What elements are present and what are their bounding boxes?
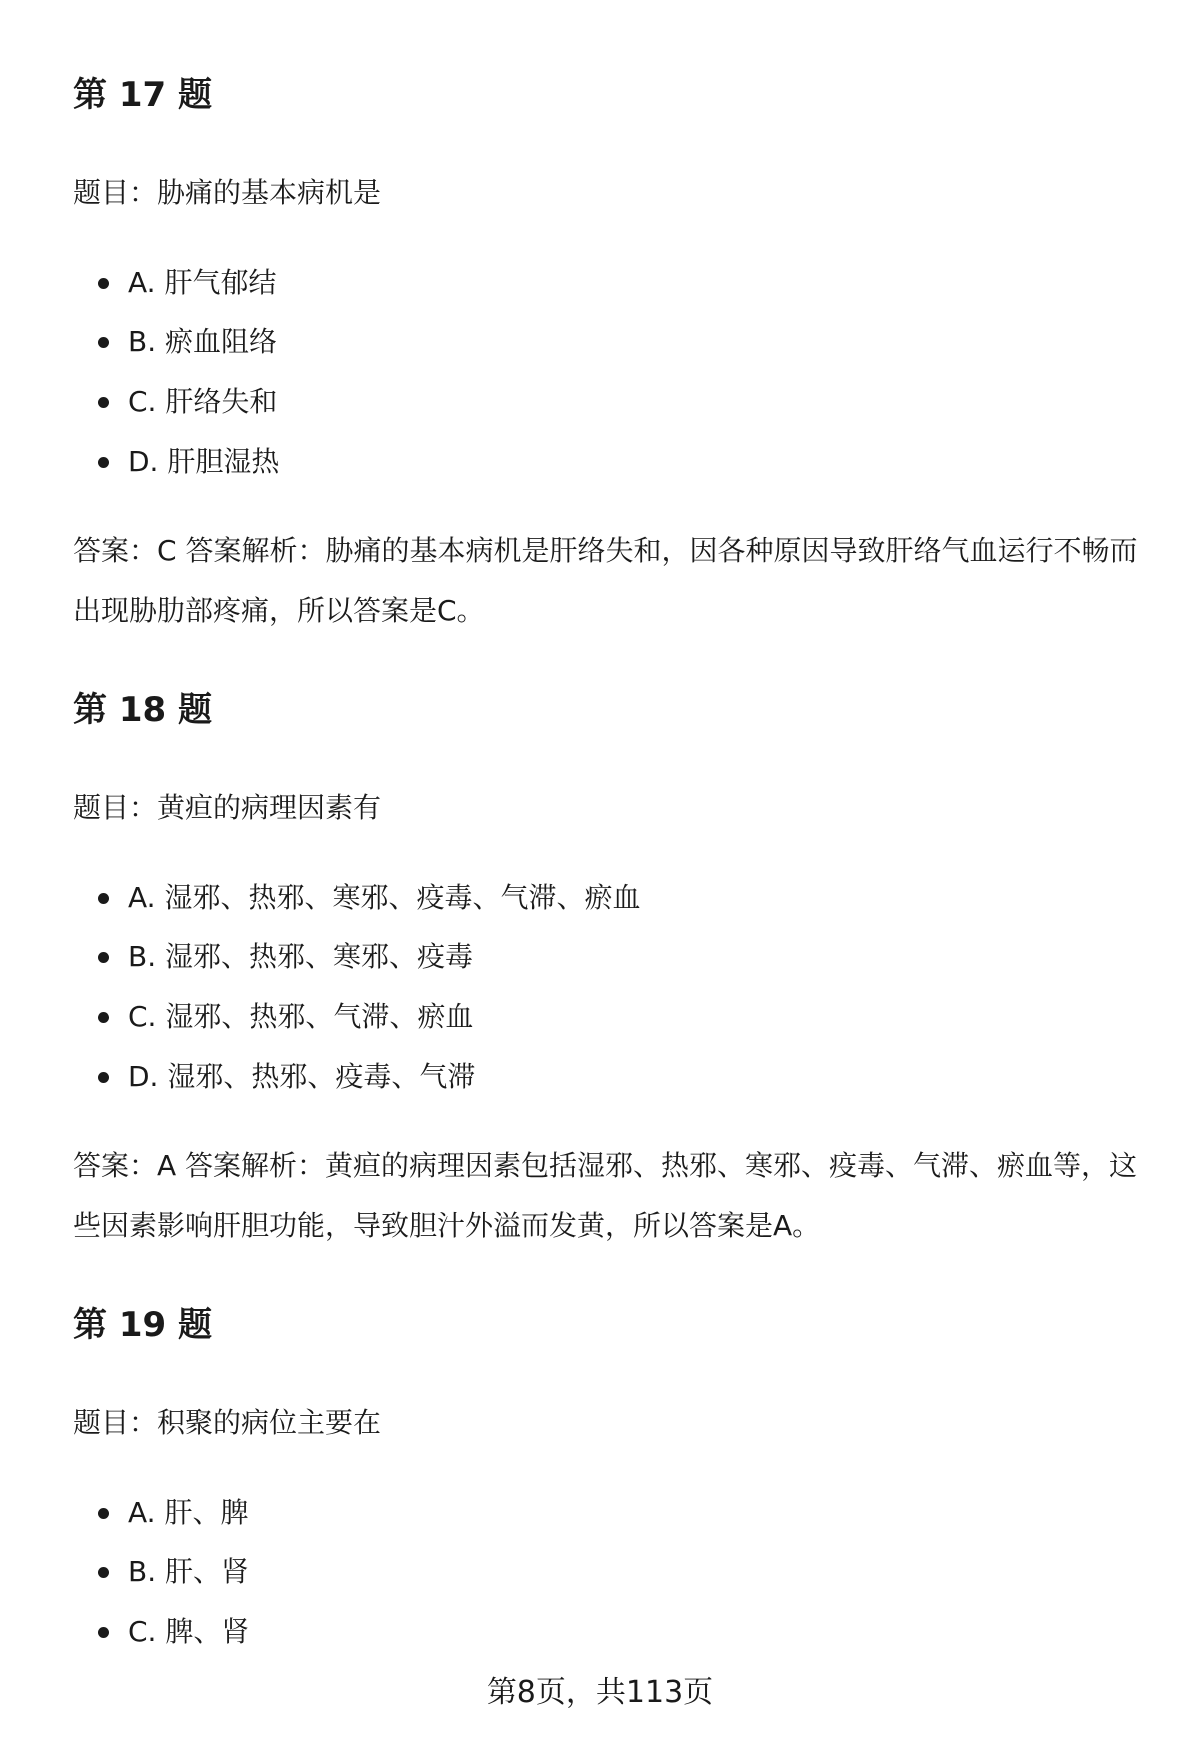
page-number-footer: 第8页，共113页 <box>486 1675 714 1710</box>
question-17-stem: 题目：胁痛的基本病机是 <box>73 176 382 209</box>
bullet-icon <box>98 1508 109 1519</box>
bullet-icon <box>98 278 109 289</box>
bullet-icon <box>98 1627 109 1638</box>
question-17-answer: 答案：C 答案解析：胁痛的基本病机是肝络失和，因各种原因导致肝络气血运行不畅而出现胁肋部疼痛，所以答案是C。 <box>73 534 1138 627</box>
question-19-option-c: C. 脾、肾 <box>0 1612 1100 1652</box>
question-17-option-d: D. 肝胆湿热 <box>0 442 1100 482</box>
question-19-option-a: A. 肝、脾 <box>0 1493 1100 1533</box>
bullet-icon <box>98 952 109 963</box>
bullet-icon <box>98 1012 109 1023</box>
question-17-option-b: B. 瘀血阻络 <box>0 322 1100 362</box>
question-18-option-b: B. 湿邪、热邪、寒邪、疫毒 <box>0 937 1100 977</box>
bullet-icon <box>98 1072 109 1083</box>
question-18-answer: 答案：A 答案解析：黄疸的病理因素包括湿邪、热邪、寒邪、疫毒、气滞、瘀血等，这些因素影响肝胆功能，导致胆汁外溢而发黄，所以答案是A。 <box>73 1149 1138 1242</box>
question-17-option-c: C. 肝络失和 <box>0 382 1100 422</box>
bullet-icon <box>98 397 109 408</box>
question-18-option-c: C. 湿邪、热邪、气滞、瘀血 <box>0 997 1100 1037</box>
question-18-option-d: D. 湿邪、热邪、疫毒、气滞 <box>0 1057 1100 1097</box>
question-19-stem: 题目：积聚的病位主要在 <box>73 1406 382 1439</box>
bullet-icon <box>98 337 109 348</box>
question-18-option-a: A. 湿邪、热邪、寒邪、疫毒、气滞、瘀血 <box>0 878 1100 918</box>
bullet-icon <box>98 457 109 468</box>
question-18-stem: 题目：黄疸的病理因素有 <box>73 791 382 824</box>
bullet-icon <box>98 893 109 904</box>
question-19-title: 第 19 题 <box>73 1305 212 1345</box>
question-17-option-a: A. 肝气郁结 <box>0 263 1100 303</box>
question-17-title: 第 17 题 <box>73 75 212 115</box>
bullet-icon <box>98 1567 109 1578</box>
question-19-option-b: B. 肝、肾 <box>0 1552 1100 1592</box>
question-18-title: 第 18 题 <box>73 690 212 730</box>
